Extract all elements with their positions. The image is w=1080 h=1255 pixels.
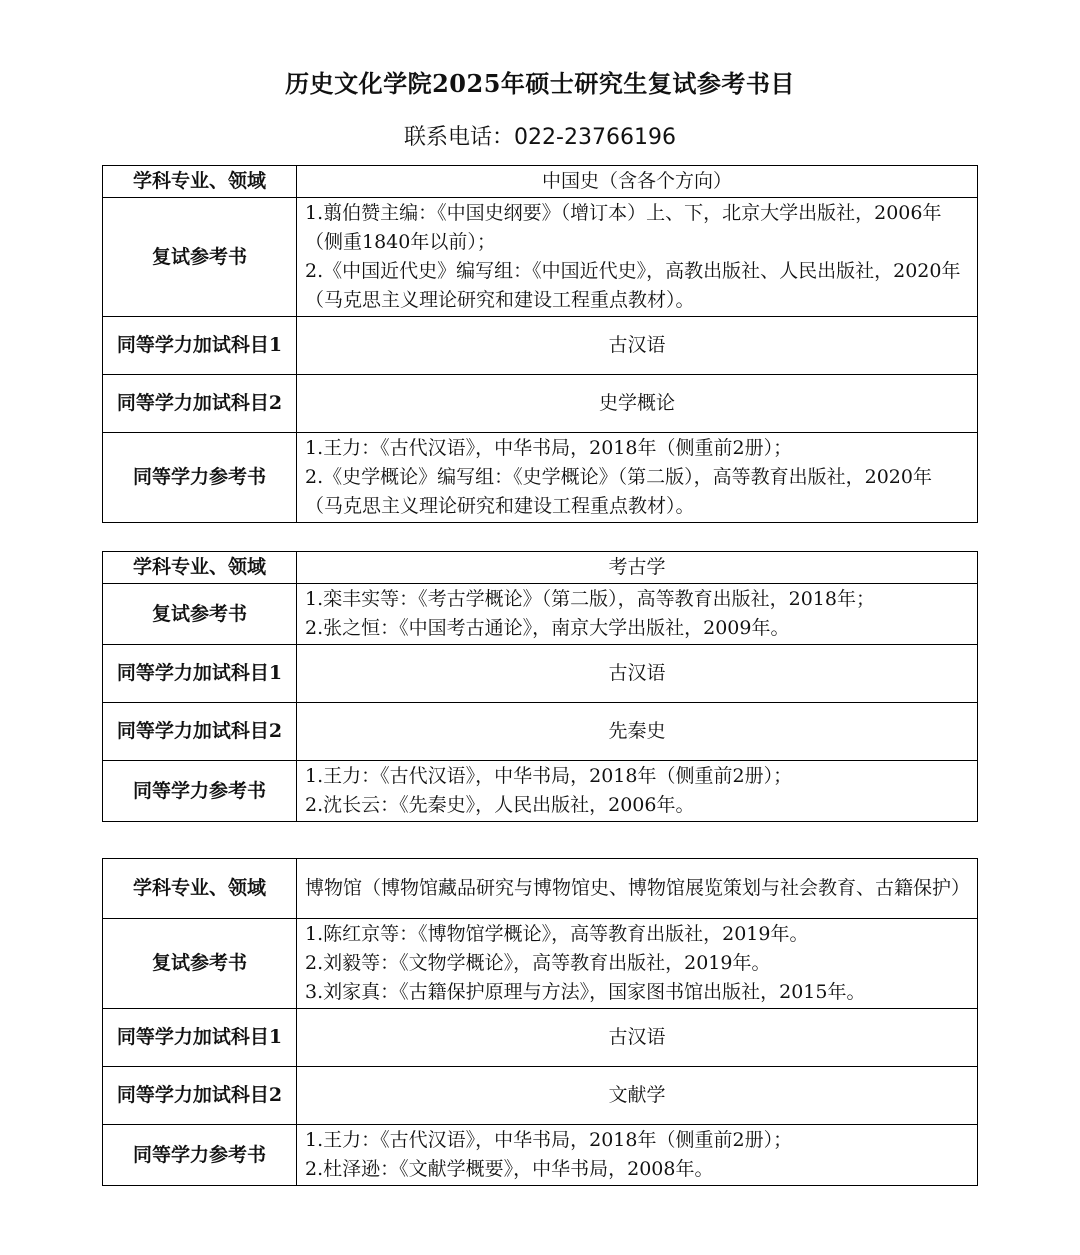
label-major: 学科专业、领域 [103,552,297,584]
list-item: 2.《史学概论》编写组：《史学概论》（第二版），高等教育出版社，2020年（马克思主义理论研究和建设工程重点教材）。 [305,466,932,517]
table-row [103,1009,978,1067]
label-extra-subject-1: 同等学力加试科目1 [103,1009,297,1067]
table-row [103,859,978,919]
contact-phone: 联系电话：022-23766196 [404,125,676,150]
list-item: 1.王力：《古代汉语》，中华书局，2018年（侧重前2册）； [305,437,793,459]
table-row [103,1125,978,1186]
list-item: 1.栾丰实等：《考古学概论》（第二版），高等教育出版社，2018年； [305,588,875,610]
retest-books [297,198,978,317]
retest-books [297,584,978,645]
extra-subject-2-value: 史学概论 [297,375,978,433]
label-equiv-books: 同等学力参考书 [103,1125,297,1186]
label-extra-subject-2: 同等学力加试科目2 [103,1067,297,1125]
extra-subject-1-value: 古汉语 [297,645,978,703]
list-item: 2.杜泽逊：《文献学概要》，中华书局，2008年。 [305,1158,714,1180]
table-row [103,166,978,198]
table-row [103,375,978,433]
table-row [103,645,978,703]
label-retest-books: 复试参考书 [103,919,297,1009]
table-row [103,198,978,317]
list-item: 2.张之恒：《中国考古通论》，南京大学出版社，2009年。 [305,617,790,639]
extra-subject-1-value: 古汉语 [297,317,978,375]
table-row [103,584,978,645]
label-retest-books: 复试参考书 [103,584,297,645]
table-row [103,761,978,822]
label-extra-subject-2: 同等学力加试科目2 [103,703,297,761]
list-item: 1.王力：《古代汉语》，中华书局，2018年（侧重前2册）； [305,765,793,787]
list-item: 2.沈长云：《先秦史》，人民出版社，2006年。 [305,794,695,816]
table-row [103,703,978,761]
list-item: 3.刘家真：《古籍保护原理与方法》，国家图书馆出版社，2015年。 [305,981,866,1003]
label-extra-subject-2: 同等学力加试科目2 [103,375,297,433]
extra-subject-2-value: 文献学 [297,1067,978,1125]
major-value: 博物馆（博物馆藏品研究与博物馆史、博物馆展览策划与社会教育、古籍保护） [297,859,978,919]
label-major: 学科专业、领域 [103,166,297,198]
table-row [103,1067,978,1125]
major-value: 考古学 [297,552,978,584]
table-row [103,317,978,375]
page-title: 历史文化学院2025年硕士研究生复试参考书目 [285,69,795,98]
equiv-books [297,761,978,822]
label-major: 学科专业、领域 [103,859,297,919]
equiv-books [297,1125,978,1186]
label-equiv-books: 同等学力参考书 [103,433,297,523]
list-item: 1.翦伯赞主编：《中国史纲要》（增订本）上、下，北京大学出版社，2006年（侧重1840年以前）； [305,202,942,253]
list-item: 2.刘毅等：《文物学概论》，高等教育出版社，2019年。 [305,952,771,974]
extra-subject-2-value: 先秦史 [297,703,978,761]
list-item: 2.《中国近代史》编写组：《中国近代史》，高教出版社、人民出版社，2020年（马克思主义理论研究和建设工程重点教材）。 [305,260,961,311]
list-item: 1.王力：《古代汉语》，中华书局，2018年（侧重前2册）； [305,1129,793,1151]
label-retest-books: 复试参考书 [103,198,297,317]
label-equiv-books: 同等学力参考书 [103,761,297,822]
table-row [103,552,978,584]
section-table-chinese-history [102,165,978,523]
major-value: 中国史（含各个方向） [297,166,978,198]
extra-subject-1-value: 古汉语 [297,1009,978,1067]
section-table-museum [102,858,978,1186]
list-item: 1.陈红京等：《博物馆学概论》，高等教育出版社，2019年。 [305,923,809,945]
section-table-archaeology [102,551,978,822]
table-row [103,919,978,1009]
table-row [103,433,978,523]
label-extra-subject-1: 同等学力加试科目1 [103,317,297,375]
retest-books [297,919,978,1009]
equiv-books [297,433,978,523]
label-extra-subject-1: 同等学力加试科目1 [103,645,297,703]
